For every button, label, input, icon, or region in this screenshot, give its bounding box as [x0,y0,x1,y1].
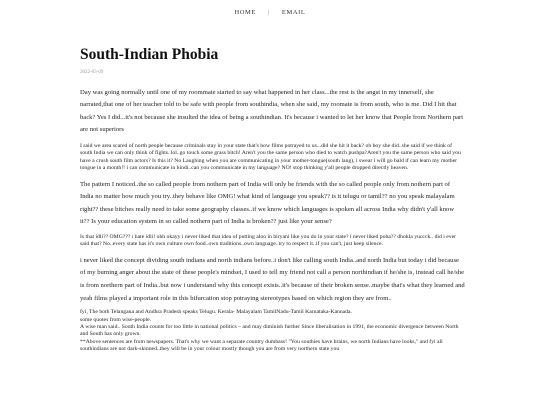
post-paragraph: I said we area scared of north people because criminals stay in your state that's how films potrayed to us...did she hit it back? oh boy she did..she said if we think of south India we can only think of fights..lol..go touch some grass bitch! Aren't you the same person who died to watch pushpa?Aren't you the same person who said you have a crush south film actors? Is this it? No Laughing when you are communicating in your mother-tongue(south lang), i swear i will go bald if can learn my mother tongue in a month!! i can communicate in hindi..can you communicate in my language? NO! stop thinking y'all people dropped directly heaven. [80,142,461,172]
post-notes [80,309,465,353]
post-paragraph: Is that idli?? OMG??? i hate idli! ohh okayy i never liked that idea of putting aloo in biryani like you do in your state? i never liked poha?? dhokla yuccck.. did i ever said that? No..every state has it's own culture own food..own traditions..own language..try to respect it..if you can't, just keep silence. [80,233,457,248]
post-title: South-Indian Phobia [80,46,219,63]
post-note: fyi, The both Telangana and Andhra Pradesh speaks Telugu. Kerala- Malayalam TamilNadu-Tamil Karnataka-Kannada. [80,309,352,316]
nav-email-link[interactable]: EMAIL [281,8,306,16]
post-paragraph: The pattern I noticed..the so called people from nothern part of India will only be friends with the so called people only from nothern part of India no matter how much you try..they behave like OMG! what kind of language you speak?? is it telugu or tamil?? no you speak malayalam right?? these bitches really need to take some geography classes..if we know which languages is spoken all across India why didn't y'all know it?? Is your education system in so called nothern part of India is broken?? just like your sense? [80,180,455,226]
blog-post [80,46,465,354]
post-note: some quotes from wise-people. [80,316,152,323]
post-date: 2022-03-09 [80,69,104,75]
post-note: **Above sentences are from newspapers. That's why we want a separate country dumbass! "You southies have brains, we north Indians have looks," and fyi all southindians are not dark-skinned..they will be in your colour mostly though you are from very northern state you [80,338,443,353]
top-navigation [0,0,540,24]
post-paragraph: Day was going normally until one of my roommate started to say what happened in her class...the rest is the angst in my innerself, she narrated,that one of her teacher told to be safe with people from southindia, when she said, my roomate is from south, who is me. Did I hit that back? Yes I did...it's not because she insulted the idea of being a southindian. It's because i wanted to let her know that People from Northern part are not superiors [80,88,464,134]
post-note: A wise man said.. South India counts for too little in national politics – and may diminish further Since liberalisation in 1991, the economic divergence between North and South has only grown. [80,323,459,338]
nav-separator: | [268,8,270,16]
post-paragraph: i never liked the concept dividing south indians and north indians before..i don't like calling south India..and north India but today i did because of my burning anger about the state of these people's mindset, I used to tell my friend not call a person northindian if he/she is, instead call he/she is from northern part of India..but now i understand why this concept exists..it's because of their broken sense..maybe that's what they learned and yeah films played a important role in this bifurcation stop potraying stereotypes based on which region they are from.. [80,256,465,302]
nav-home-link[interactable]: HOME [234,8,257,16]
